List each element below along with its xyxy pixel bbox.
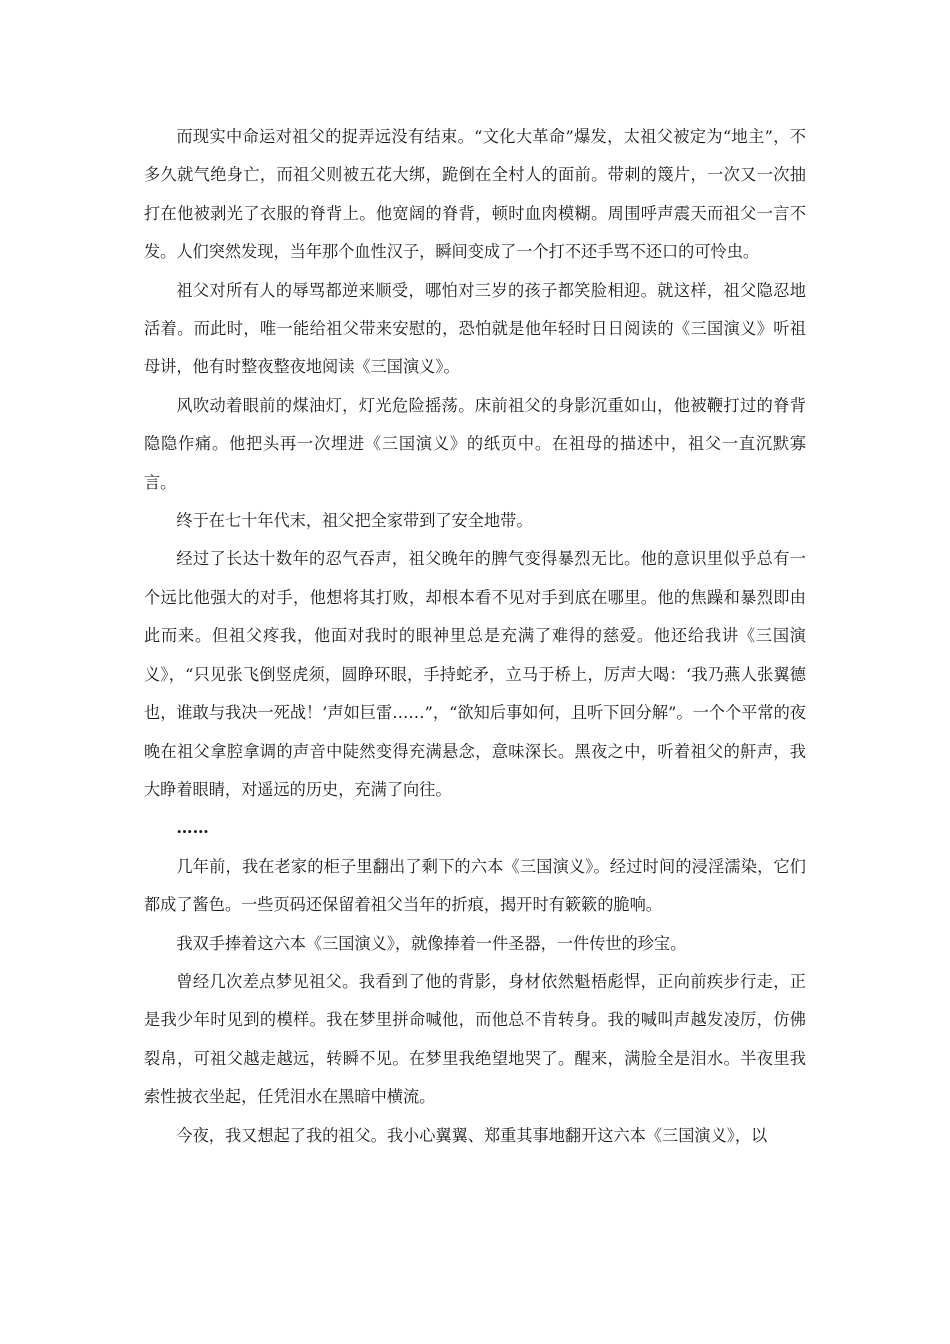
paragraph-1: 而现实中命运对祖父的捉弄远没有结束。“文化大革命”爆发，太祖父被定为“地主”，不多久就气绝身亡，而祖父则被五花大绑，跪倒在全村人的面前。带刺的篾片，一次又一次抽打在他被剥光了衣服的脊背上。他宽阔的脊背，顿时血肉模糊。周围呼声震天而祖父一言不发。人们突然发现，当年那个血性汉子，瞬间变成了一个打不还手骂不还口的可怜虫。 bbox=[144, 127, 806, 262]
document-body bbox=[144, 118, 806, 1155]
paragraph-6: 几年前，我在老家的柜子里翻出了剩下的六本《三国演义》。经过时间的浸淫濡染，它们都成了酱色。一些页码还保留着祖父当年的折痕，揭开时有簌簌的脆响。 bbox=[144, 856, 806, 915]
paragraph-9: 今夜，我又想起了我的祖父。我小心翼翼、郑重其事地翻开这六本《三国演义》，以 bbox=[176, 1125, 768, 1145]
paragraph-3: 风吹动着眼前的煤油灯，灯光危险摇荡。床前祖父的身影沉重如山，他被鞭打过的脊背隐隐作痛。他把头再一次埋进《三国演义》的纸页中。在祖母的描述中，祖父一直沉默寡言。 bbox=[144, 395, 806, 492]
paragraph-8: 曾经几次差点梦见祖父。我看到了他的背影，身材依然魁梧彪悍，正向前疾步行走，正是我少年时见到的模样。我在梦里拼命喊他，而他总不肯转身。我的喊叫声越发凌厉，仿佛裂帛，可祖父越走越远，转瞬不见。在梦里我绝望地哭了。醒来，满脸全是泪水。半夜里我索性披衣坐起，任凭泪水在黑暗中横流。 bbox=[144, 971, 806, 1107]
paragraph-2: 祖父对所有人的辱骂都逆来顺受，哪怕对三岁的孩子都笑脸相迎。就这样，祖父隐忍地活着。而此时，唯一能给祖父带来安慰的，恐怕就是他年轻时日日阅读的《三国演义》听祖母讲，他有时整夜整夜地阅读《三国演义》。 bbox=[144, 280, 806, 377]
paragraph-4: 终于在七十年代末，祖父把全家带到了安全地带。 bbox=[176, 511, 533, 531]
paragraph-5: 经过了长达十数年的忍气吞声，祖父晚年的脾气变得暴烈无比。他的意识里似乎总有一个远比他强大的对手，他想将其打败，却根本看不见对手到底在哪里。他的焦躁和暴烈即由此而来。但祖父疼我，他面对我时的眼神里总是充满了难得的慈爱。他还给我讲《三国演义》，“只见张飞倒竖虎须，圆睁环眼，手持蛇矛，立马于桥上，厉声大喝：‘我乃燕人张翼德也，谁敢与我决一死战！’声如巨雷……”，“欲知后事如何，且听下回分解”。一个个平常的夜晚在祖父拿腔拿调的声音中陡然变得充满悬念，意味深长。黑夜之中，听着祖父的鼾声，我大睁着眼睛，对遥远的历史，充满了向往。 bbox=[144, 549, 806, 799]
ellipsis-separator: …… bbox=[176, 818, 209, 838]
paragraph-7: 我双手捧着这六本《三国演义》，就像捧着一件圣器，一件传世的珍宝。 bbox=[176, 933, 687, 953]
